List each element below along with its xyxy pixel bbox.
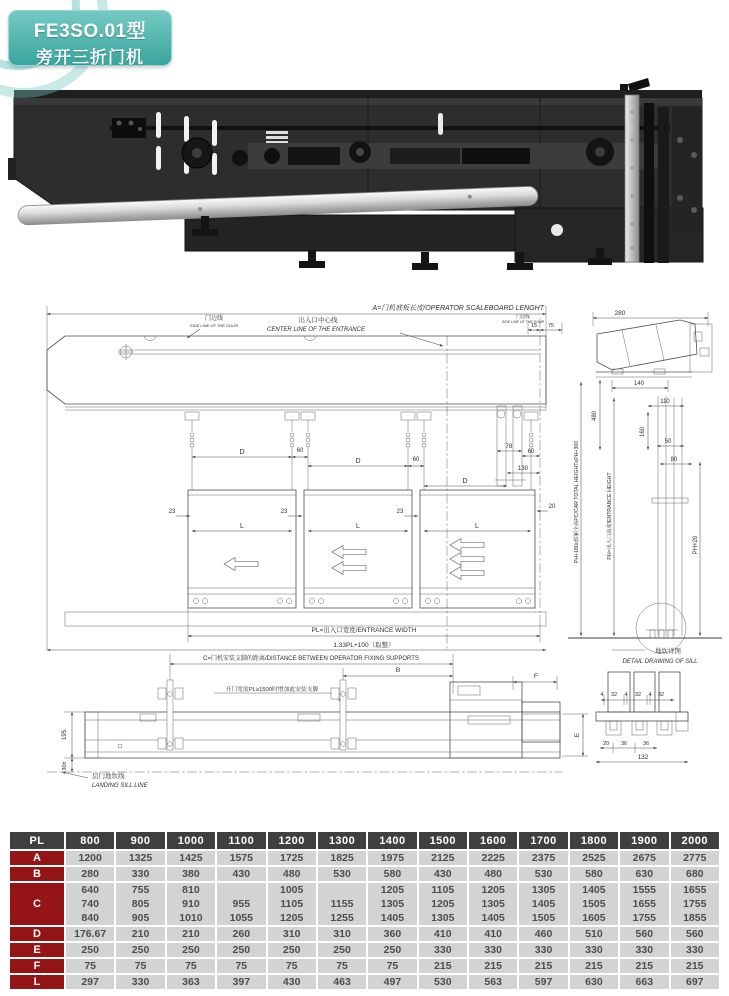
sill-profile — [596, 712, 688, 735]
bolt — [138, 127, 142, 131]
dim-160: 160 — [640, 426, 646, 438]
table-cell: 176.67 — [66, 927, 114, 941]
sill-dim-36: 36 — [620, 741, 628, 747]
table-cell: 1425 — [167, 851, 215, 865]
table-cell: 480 — [469, 867, 517, 881]
pulley-hub — [595, 147, 605, 157]
title-badge — [8, 10, 172, 66]
door-line-left-cn: 门边线 — [204, 316, 224, 322]
table-row — [10, 943, 719, 957]
dim-15: 15 — [530, 323, 538, 329]
knob — [264, 148, 280, 164]
table-cell: 697 — [671, 975, 720, 989]
table-cell: 510 — [570, 927, 618, 941]
row-label: D — [10, 927, 64, 941]
col-header: 1600 — [469, 832, 517, 849]
dim-80: 80 — [670, 457, 678, 463]
lower-fascia-left — [185, 215, 515, 251]
table-cell: 215 — [469, 959, 517, 973]
front-elevation-drawing — [47, 304, 562, 650]
table-cell: 330 — [671, 943, 720, 957]
dim-130: 130 — [517, 466, 529, 472]
table-cell: 2375 — [519, 851, 567, 865]
table-cell: 1205 1305 1405 — [368, 883, 416, 925]
door-line-right-cn: 门边线 — [516, 314, 530, 319]
table-cell: 2775 — [671, 851, 720, 865]
table-cell: 75 — [318, 959, 366, 973]
sill-dim-36: 36 — [642, 741, 650, 747]
table-cell: 630 — [620, 867, 668, 881]
table-row — [10, 883, 719, 925]
col-header: 1100 — [217, 832, 265, 849]
table-cell: 580 — [368, 867, 416, 881]
table-cell: 75 — [116, 959, 164, 973]
controller-module — [288, 147, 340, 165]
table-cell: 250 — [66, 943, 114, 957]
controller-module — [462, 148, 530, 164]
plan-view-drawing — [47, 654, 588, 789]
table-cell: 530 — [419, 975, 467, 989]
sill-detail-title-en: DETAIL DRAWING OF SILL — [622, 659, 698, 665]
table-cell: 297 — [66, 975, 114, 989]
table-cell: 360 — [368, 927, 416, 941]
table-cell: 330 — [469, 943, 517, 957]
dim-50: 50 — [664, 439, 672, 445]
table-cell: 1155 1255 — [318, 883, 366, 925]
dim-78: 78 — [505, 444, 513, 450]
table-cell: 460 — [519, 927, 567, 941]
col-header: 1400 — [368, 832, 416, 849]
table-cell: 215 — [570, 959, 618, 973]
sill-dim-4: 4 — [648, 692, 652, 698]
col-header: 1800 — [570, 832, 618, 849]
table-cell: 1975 — [368, 851, 416, 865]
table-cell: 1200 — [66, 851, 114, 865]
product-photo — [8, 78, 703, 270]
dim-b: B — [395, 667, 401, 674]
table-cell: 430 — [268, 975, 316, 989]
table-cell: 250 — [217, 943, 265, 957]
table-cell: 1005 1105 1205 — [268, 883, 316, 925]
table-cell: 1655 1755 1855 — [671, 883, 720, 925]
table-cell: 597 — [519, 975, 567, 989]
bolt — [117, 121, 122, 126]
table-cell: 755 805 905 — [116, 883, 164, 925]
dim-l3: L — [475, 523, 479, 530]
table-cell: 330 — [570, 943, 618, 957]
dim-195: 195 — [62, 729, 68, 741]
dim-60c: 60 — [527, 449, 535, 455]
side-view-drawing — [568, 310, 722, 665]
table-cell: 330 — [419, 943, 467, 957]
dim-75: 75 — [547, 323, 555, 329]
table-cell: 530 — [519, 867, 567, 881]
sill-dim-32: 32 — [610, 692, 618, 698]
table-cell: 1105 1205 1305 — [419, 883, 467, 925]
dim-d3: D — [462, 478, 468, 485]
table-cell: 2675 — [620, 851, 668, 865]
fascia-hole — [551, 224, 563, 236]
col-header: 1500 — [419, 832, 467, 849]
table-cell: 663 — [620, 975, 668, 989]
sill-dim-4: 4 — [624, 692, 628, 698]
dim-23b: 23 — [280, 509, 288, 515]
bottom-channel — [65, 612, 546, 626]
entrance-height-label: PH=出入口高度/ENTRANCE HEIGHT — [607, 472, 613, 560]
dim-label-a: A=门机底板长度/OPERATOR SCALEBOARD LENGHT — [372, 305, 544, 312]
spec-table-body — [10, 851, 719, 989]
table-cell: 75 — [268, 959, 316, 973]
table-cell: 2225 — [469, 851, 517, 865]
table-cell: 310 — [318, 927, 366, 941]
dim-ph20: PH+20 — [693, 535, 699, 555]
table-cell: 410 — [469, 927, 517, 941]
table-row — [10, 851, 719, 865]
drive-belt — [110, 126, 670, 130]
dim-20: 20 — [548, 504, 556, 510]
dim-d1: D — [239, 449, 245, 456]
dim-label-c: C=门机安装支脚的距离/DISTANCE BETWEEN OPERATOR FIXING SUPPORTS — [203, 656, 419, 662]
sill-dim-32: 32 — [634, 692, 642, 698]
table-cell: 250 — [268, 943, 316, 957]
dim-label-pl-formula: 1.33PL+100（取整） — [333, 642, 395, 649]
table-cell: 330 — [116, 975, 164, 989]
landing-sill-line-en: LANDING SILL LINE — [92, 783, 148, 789]
dim-280: 280 — [614, 310, 626, 317]
center-line-cn: 出入口中心线 — [298, 317, 338, 324]
col-header: 1700 — [519, 832, 567, 849]
vent-stripe — [266, 136, 288, 139]
table-cell: 210 — [167, 927, 215, 941]
table-cell: 75 — [217, 959, 265, 973]
row-label: E — [10, 943, 64, 957]
sill-teeth — [646, 630, 678, 638]
table-row — [10, 927, 719, 941]
col-header: 1900 — [620, 832, 668, 849]
door-panels — [188, 490, 535, 608]
table-cell: 2525 — [570, 851, 618, 865]
table-cell: 250 — [167, 943, 215, 957]
table-cell: 250 — [116, 943, 164, 957]
spec-table — [8, 830, 721, 991]
table-cell: 330 — [116, 867, 164, 881]
table-cell: 480 — [268, 867, 316, 881]
col-header: 900 — [116, 832, 164, 849]
pulley-hub — [356, 148, 364, 156]
table-cell: 680 — [671, 867, 720, 881]
sill-dim-132: 132 — [637, 754, 649, 761]
dim-30: 30± — [62, 761, 68, 771]
table-cell: 810 910 1010 — [167, 883, 215, 925]
table-cell: 75 — [66, 959, 114, 973]
row-label: B — [10, 867, 64, 881]
table-cell: 210 — [116, 927, 164, 941]
table-cell: 955 1055 — [217, 883, 265, 925]
col-header: 1300 — [318, 832, 366, 849]
spec-table-head-row — [10, 832, 719, 849]
travel-arrows — [224, 539, 484, 580]
table-cell: 640 740 840 — [66, 883, 114, 925]
table-row — [10, 959, 719, 973]
dim-140: 140 — [633, 381, 645, 387]
sill-detail-title-cn: 地坎详图 — [655, 648, 681, 655]
table-cell: 1825 — [318, 851, 366, 865]
sill-detail-drawing — [596, 672, 688, 762]
dim-l1: L — [240, 523, 244, 530]
table-cell: 75 — [167, 959, 215, 973]
table-cell: 330 — [620, 943, 668, 957]
table-cell: 215 — [620, 959, 668, 973]
fixing-support-1 — [158, 680, 183, 750]
table-cell: 280 — [66, 867, 114, 881]
table-cell: 215 — [671, 959, 720, 973]
table-cell: 410 — [419, 927, 467, 941]
dim-110: 110 — [660, 399, 670, 405]
table-cell: 363 — [167, 975, 215, 989]
coupler-top-bracket — [628, 78, 650, 92]
sill-dim-32: 32 — [657, 692, 665, 698]
landing-sill-line-cn: 层门地坎线 — [92, 773, 125, 780]
detail-callout-circle — [636, 603, 686, 653]
col-header: 2000 — [671, 832, 720, 849]
table-cell: 1575 — [217, 851, 265, 865]
table-cell: 1405 1505 1605 — [570, 883, 618, 925]
table-cell: 1325 — [116, 851, 164, 865]
row-label: A — [10, 851, 64, 865]
table-cell: 430 — [419, 867, 467, 881]
sill-dim-20: 20 — [602, 741, 610, 747]
dim-480: 480 — [592, 410, 598, 422]
row-label: F — [10, 959, 64, 973]
vent-stripe — [266, 131, 288, 134]
table-cell: 380 — [167, 867, 215, 881]
dim-l2: L — [356, 523, 360, 530]
table-cell: 580 — [570, 867, 618, 881]
center-line-en: CENTER LINE OF THE ENTRANCE — [267, 327, 365, 333]
sill-dim-4: 4 — [600, 692, 604, 698]
fixing-support-2 — [331, 680, 356, 750]
dim-60b: 60 — [412, 457, 420, 463]
dim-f: F — [534, 673, 538, 680]
table-cell: 560 — [620, 927, 668, 941]
dim-label-pl: PL=出入口宽度/ENTRANCE WIDTH — [311, 627, 417, 634]
table-cell: 497 — [368, 975, 416, 989]
table-row — [10, 975, 719, 989]
table-cell: 75 — [368, 959, 416, 973]
table-cell: 250 — [368, 943, 416, 957]
table-cell: 215 — [419, 959, 467, 973]
table-cell: 260 — [217, 927, 265, 941]
operator-plan-body — [85, 712, 560, 758]
table-cell: 397 — [217, 975, 265, 989]
idler-pulley — [232, 150, 248, 166]
dim-d2: D — [355, 458, 361, 465]
row-label: C — [10, 883, 64, 925]
table-cell: 430 — [217, 867, 265, 881]
row-label: L — [10, 975, 64, 989]
dim-e: E — [574, 732, 581, 738]
bolt — [129, 121, 134, 126]
model-code: FE3SO.01型 — [33, 21, 147, 42]
support-note: 开门宽度PL≥1500时增加此安装支脚 — [225, 687, 319, 693]
table-cell: 463 — [318, 975, 366, 989]
col-header: 1200 — [268, 832, 316, 849]
table-cell: 563 — [469, 975, 517, 989]
table-cell: 310 — [268, 927, 316, 941]
product-name: 旁开三折门机 — [36, 48, 144, 67]
table-row — [10, 867, 719, 881]
table-cell: 1555 1655 1755 — [620, 883, 668, 925]
table-cell: 1305 1405 1505 — [519, 883, 567, 925]
door-line-left-en: SIDE LINE OF THE DOOR — [189, 323, 239, 328]
controller-module — [390, 148, 460, 164]
table-cell: 250 — [318, 943, 366, 957]
pulley-hub — [192, 148, 202, 158]
door-line-right-en: SIDE LINE OF THE DOOR — [501, 320, 545, 324]
table-cell: 560 — [671, 927, 720, 941]
table-cell: 1205 1305 1405 — [469, 883, 517, 925]
col-header: 800 — [66, 832, 114, 849]
col-header: 1000 — [167, 832, 215, 849]
table-cell: 215 — [519, 959, 567, 973]
table-cell: 630 — [570, 975, 618, 989]
dim-23c: 23 — [396, 509, 404, 515]
table-corner-pl: PL — [10, 832, 64, 849]
top-rail — [14, 90, 702, 98]
door-hangers — [185, 412, 538, 490]
dim-60a: 60 — [296, 448, 304, 454]
dim-23a: 23 — [168, 509, 176, 515]
left-tab — [8, 158, 16, 180]
car-height-label: PH+180≤轿厢全高PC/CAR TOTAL HEIGHT≤PH+300 — [574, 440, 580, 564]
table-cell: 530 — [318, 867, 366, 881]
table-cell: 330 — [519, 943, 567, 957]
table-cell: 2125 — [419, 851, 467, 865]
body-top-edge — [14, 98, 702, 105]
table-cell: 1725 — [268, 851, 316, 865]
